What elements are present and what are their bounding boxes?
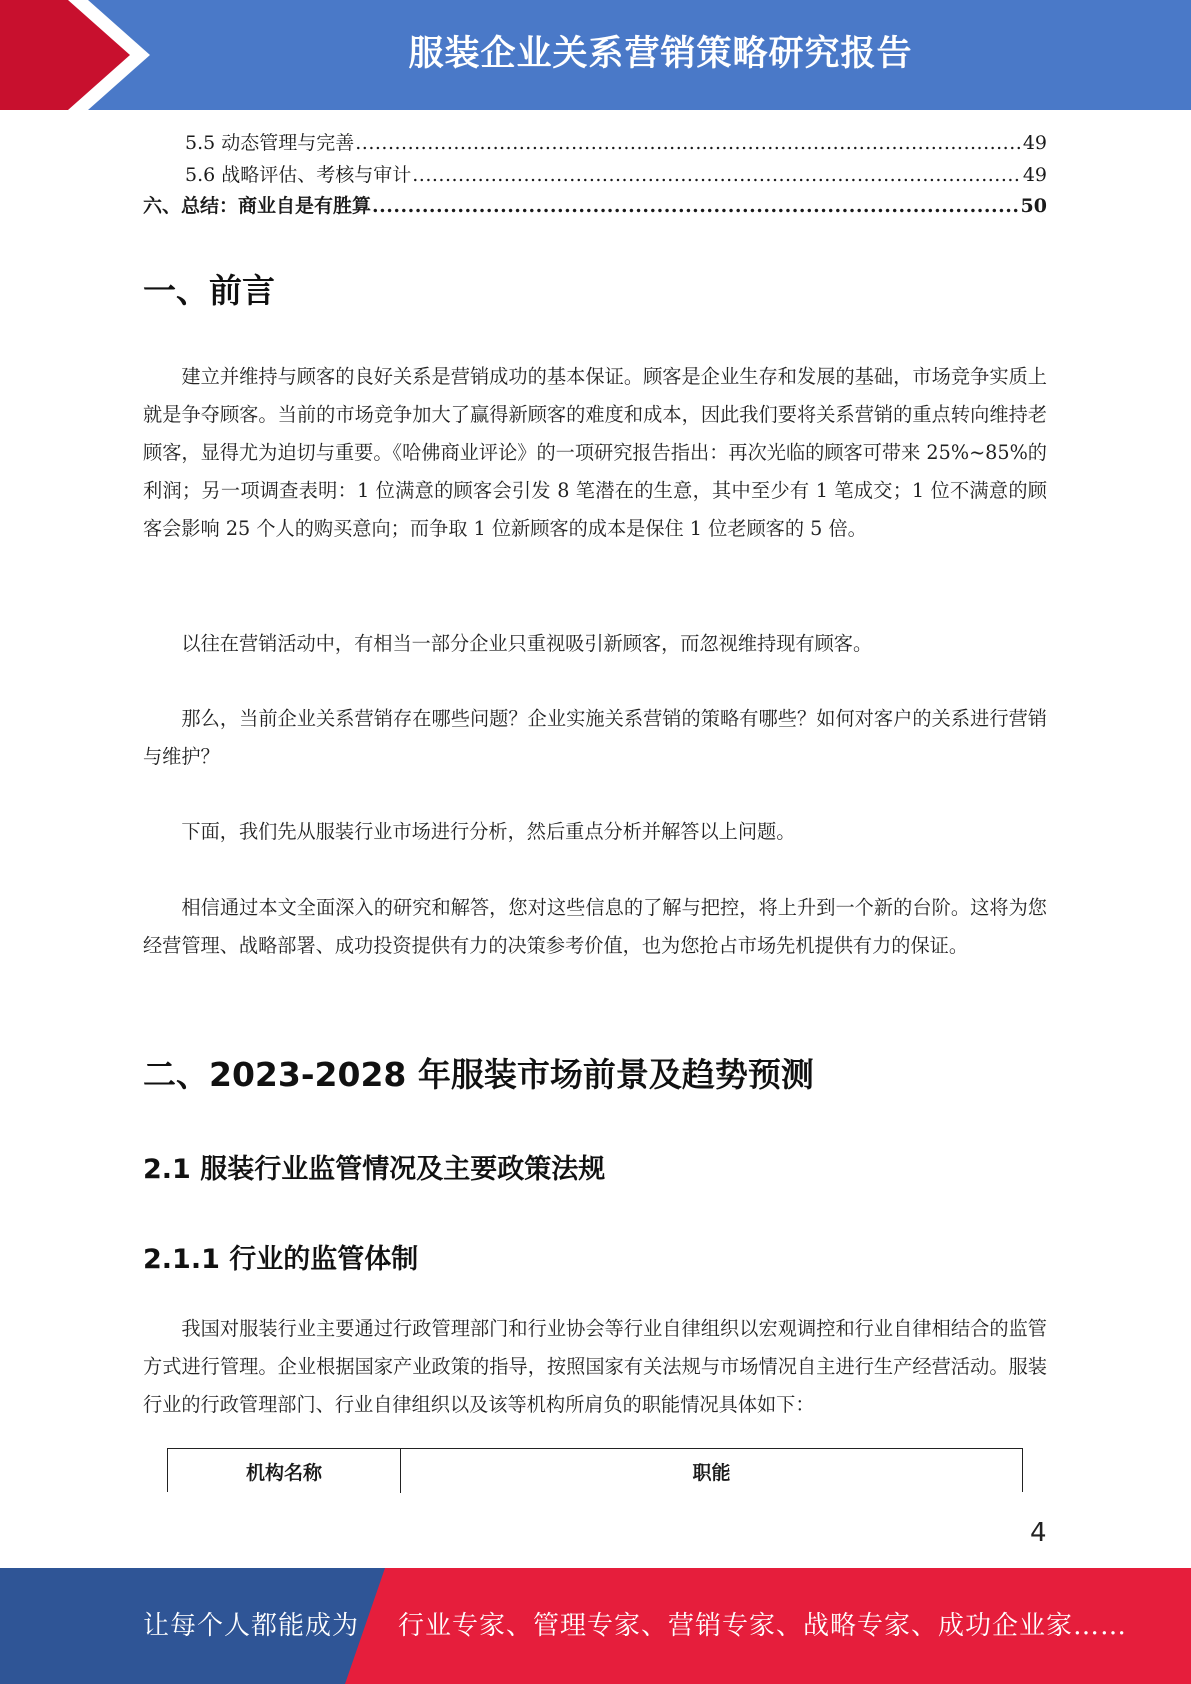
toc-entry-label: 5.5 动态管理与完善 [185,132,355,154]
toc-entry[interactable] [143,191,1047,223]
page-footer [0,1568,1191,1684]
body-paragraph: 建立并维持与顾客的良好关系是营销成功的基本保证。顾客是企业生存和发展的基础，市场竞争实质上就是争夺顾客。当前的市场竞争加大了赢得新顾客的难度和成本，因此我们要将关系营销的重点转向维持老顾客，显得尤为迫切与重要。《哈佛商业评论》的一项研究报告指出：再次光临的顾客可带来 25%~85%的利润；另一项调查表明：1 位满意的顾客会引发 8 笔潜在的生意，其中至少有 1 笔成交；1 位不满意的顾客会影响 25 个人的购买意向；而争取 1 位新顾客的成本是保住 1 位老顾客的 5 倍。 [143,365,1047,540]
body-paragraph: 以往在营销活动中，有相当一部分企业只重视吸引新顾客，而忽视维持现有顾客。 [181,632,873,655]
toc-entry-label: 六、总结：商业自是有胜算 [143,195,372,217]
page-number: 4 [1030,1518,1047,1548]
page-header [0,0,1191,110]
header-arrow-decoration [0,0,150,110]
body-paragraph: 那么，当前企业关系营销存在哪些问题？企业实施关系营销的策略有哪些？如何对客户的关系进行营销与维护？ [143,707,1047,768]
toc-entry-page: 49 [1022,132,1047,154]
section-heading-preface: 一、前言 [143,271,275,310]
toc-entry[interactable] [143,128,1047,160]
body-paragraph: 我国对服装行业主要通过行政管理部门和行业协会等行业自律组织以宏观调控和行业自律相结合的监管方式进行管理。企业根据国家产业政策的指导，按照国家有关法规与市场情况自主进行生产经营活动。服装行业的行政管理部门、行业自律组织以及该等机构所肩负的职能情况具体如下： [143,1317,1047,1416]
toc-leader-dots [372,195,1020,217]
subsection-heading: 2.1.1 行业的监管体制 [143,1244,419,1275]
subsection-heading: 2.1 服装行业监管情况及主要政策法规 [143,1154,606,1185]
toc-leader-dots [412,164,1022,186]
toc-entry-page: 50 [1020,195,1047,217]
table-of-contents [143,128,1047,223]
toc-leader-dots [355,132,1022,154]
regulators-table [167,1448,1023,1492]
body-paragraph: 下面，我们先从服装行业市场进行分析，然后重点分析并解答以上问题。 [181,820,796,843]
footer-slogan-left: 让每个人都能成为 [143,1611,360,1641]
toc-entry[interactable] [143,160,1047,192]
report-title: 服装企业关系营销策略研究报告 [408,34,913,74]
table-header-cell: 职能 [692,1461,731,1484]
toc-entry-label: 5.6 战略评估、考核与审计 [185,163,412,186]
table-header-cell: 机构名称 [168,1449,401,1493]
toc-entry-page: 49 [1022,163,1047,186]
body-paragraph: 相信通过本文全面深入的研究和解答，您对这些信息的了解与把控，将上升到一个新的台阶。这将为您经营管理、战略部署、成功投资提供有力的决策参考价值，也为您抢占市场先机提供有力的保证。 [143,896,1047,957]
section-heading-market-outlook: 二、2023-2028 年服装市场前景及趋势预测 [143,1055,814,1094]
footer-slogan-right: 行业专家、管理专家、营销专家、战略专家、成功企业家…… [398,1611,1128,1641]
